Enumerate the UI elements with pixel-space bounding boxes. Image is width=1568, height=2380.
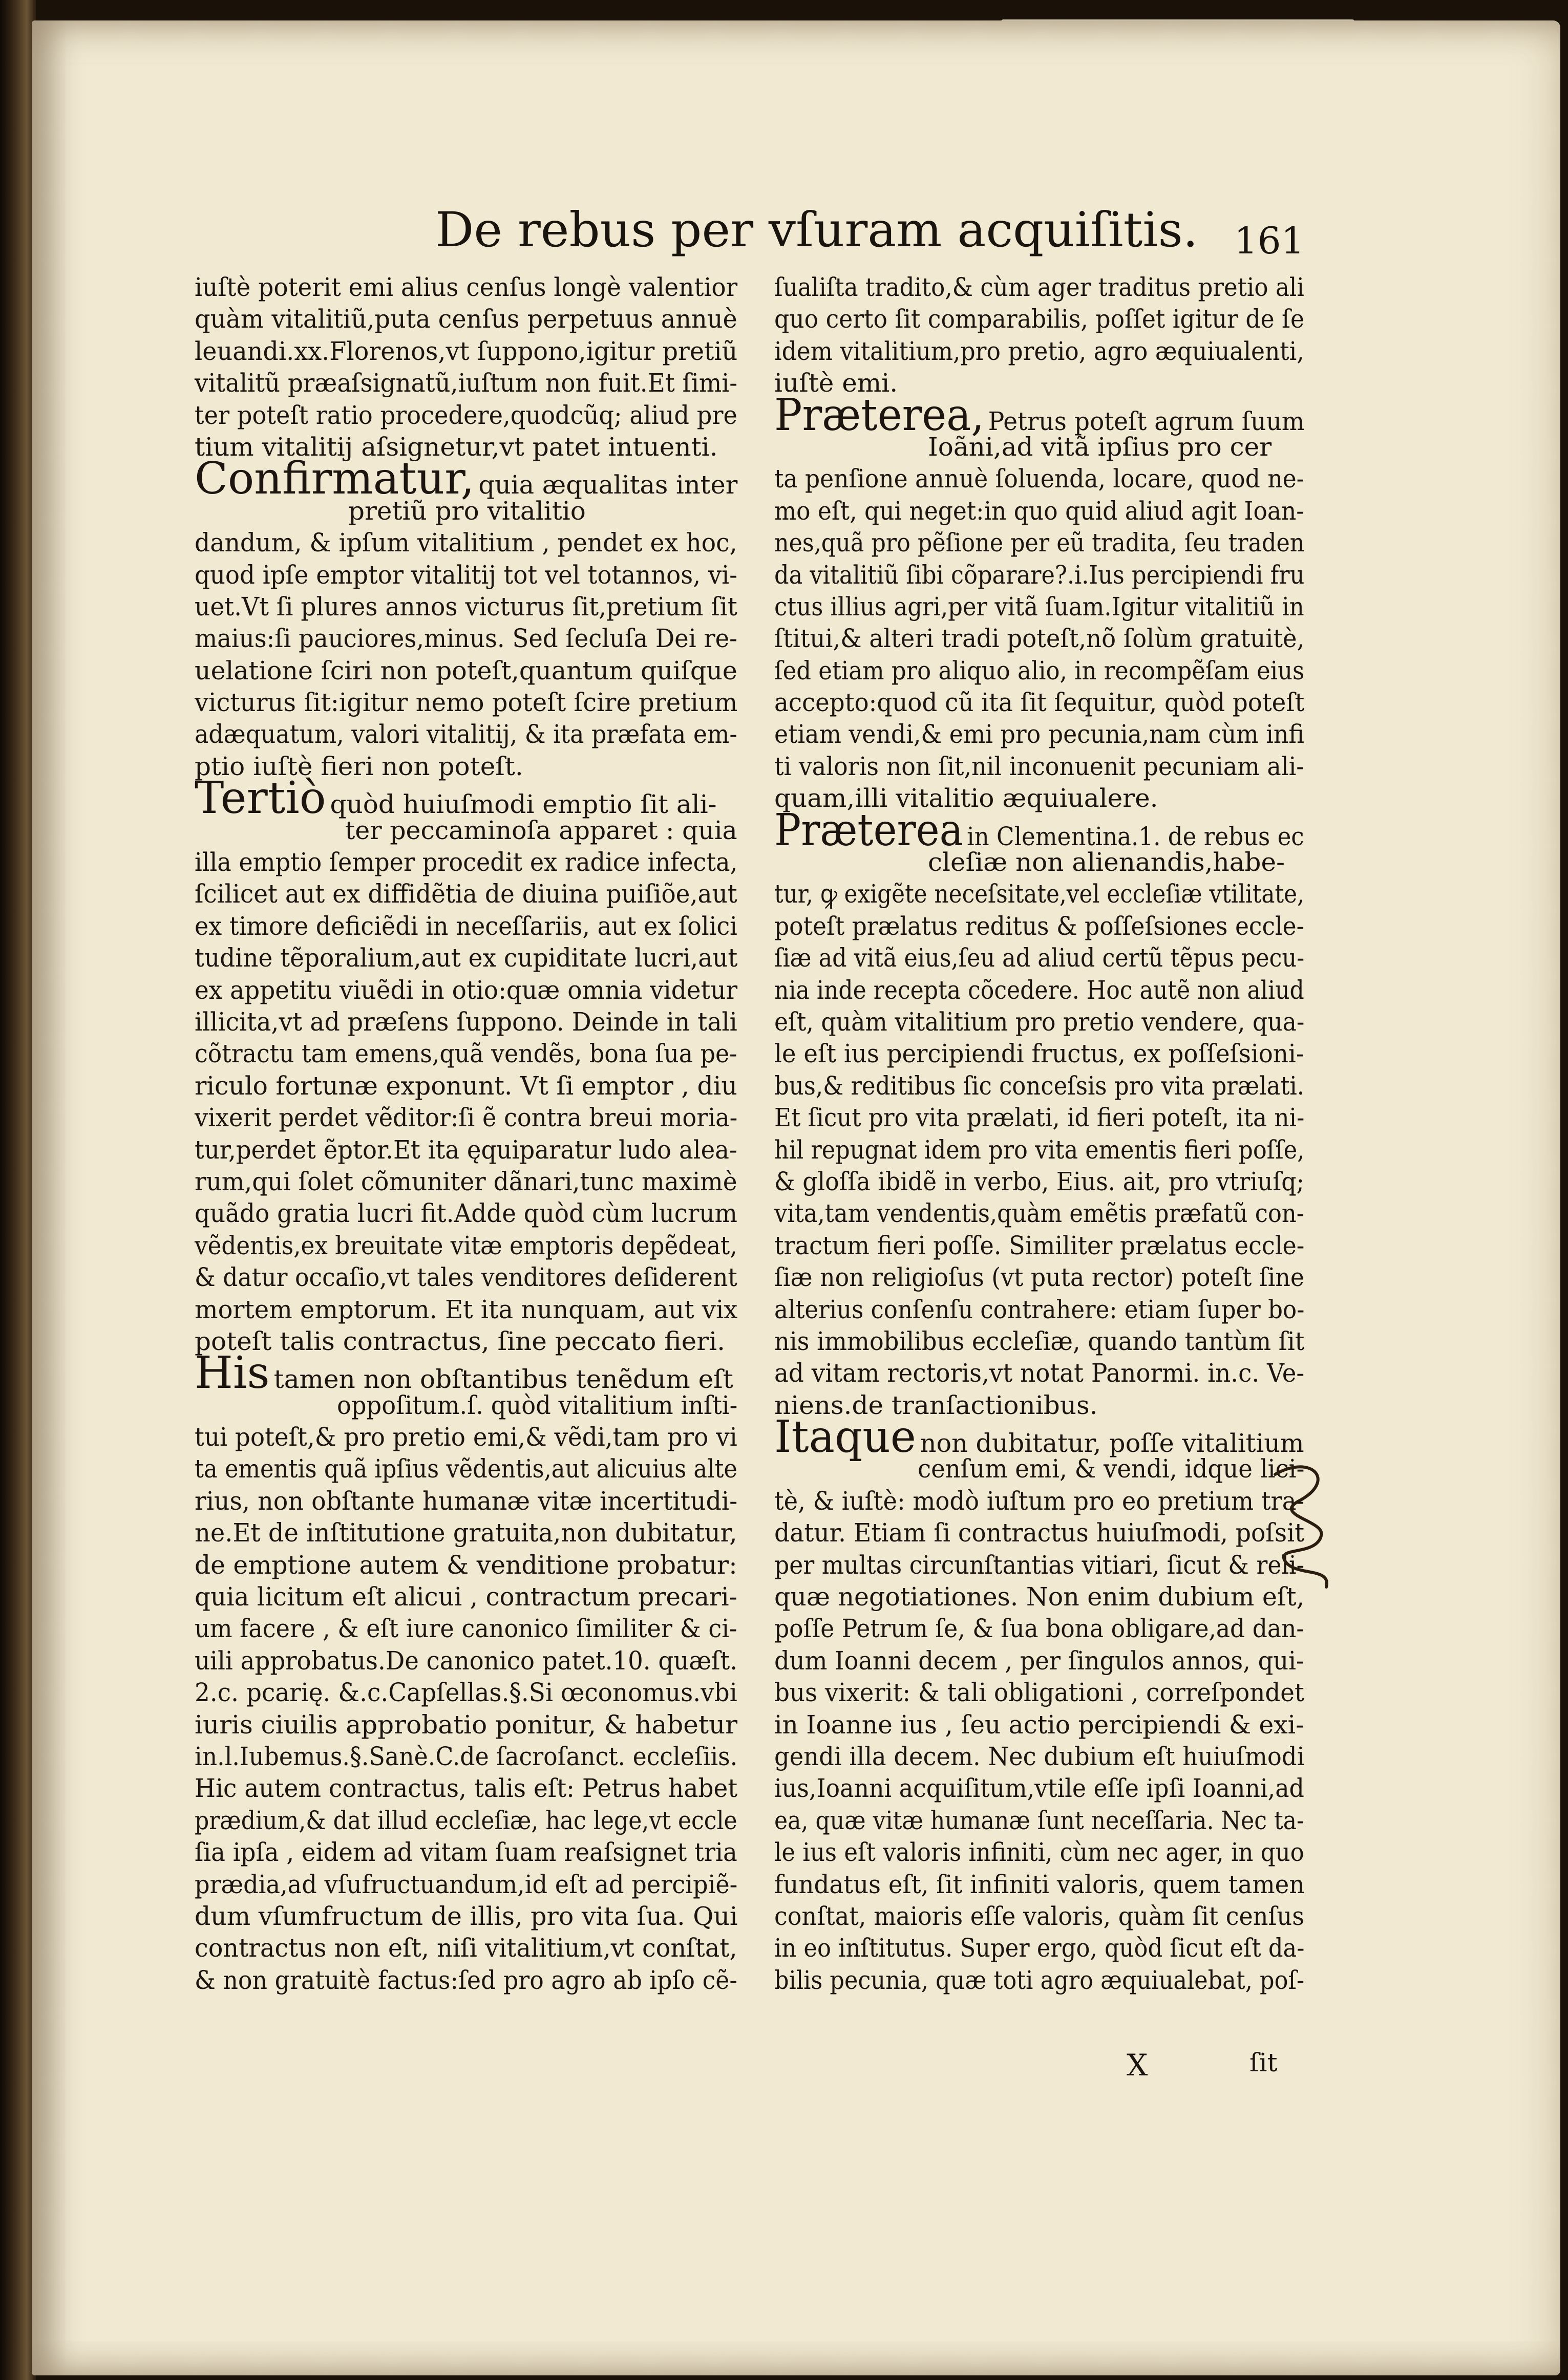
- line-text: Ioãni,ad vitã ipſius pro cer: [928, 432, 1272, 462]
- line-text: ius,Ioanni acquiſitum,vtile eſſe ipſi Ioanni,ad: [774, 1773, 1304, 1804]
- text-line: [195, 718, 737, 750]
- line-text: nis immobilibus eccleſiæ, quando tantùm ſit: [774, 1326, 1305, 1356]
- line-text: quãdo gratia lucri fit.Adde quòd cùm lucrum: [195, 1198, 737, 1229]
- signature-mark: X: [1127, 2048, 1148, 2083]
- line-text: prædium,& dat illud eccleſiæ, hac lege,vt eccle: [195, 1805, 737, 1835]
- line-text: ex timore deficiẽdi in neceſſariis, aut ex ſolici: [195, 911, 737, 941]
- folio-number: 161: [1234, 219, 1305, 262]
- line-text: quam,illi vitalitio æquiualere.: [774, 783, 1158, 813]
- text-line: [774, 1900, 1304, 1932]
- line-text: fundatus eſt, ſit infiniti valoris, quem tamen: [774, 1869, 1305, 1899]
- text-line: [774, 1964, 1305, 1996]
- text-line: [774, 718, 1304, 750]
- line-text: tui poteſt,& pro pretio emi,& vẽdi,tam pro vi: [195, 1422, 737, 1452]
- line-text: nes,quã pro pẽſione per eũ tradita, ſeu traden: [774, 528, 1305, 558]
- text-line: [195, 974, 738, 1006]
- line-text: poteſt prælatus reditus & poſſeſsiones eccle-: [774, 911, 1304, 941]
- text-line: [195, 1230, 737, 1261]
- text-line: [195, 1869, 738, 1900]
- text-line: [774, 751, 1304, 782]
- text-line: [774, 1294, 1305, 1325]
- line-text: in.l.Iubemus.§.Sanè.C.de ſacroſanct. eccleſiis.: [195, 1741, 738, 1771]
- line-text: ſualiſta tradito,& cùm ager traditus pretio ali: [774, 272, 1304, 302]
- text-line: [774, 1197, 1304, 1229]
- line-text: quo certo ſit comparabilis, poſſet igitur de ſe: [774, 304, 1305, 334]
- text-line: [774, 303, 1305, 335]
- text-line: [195, 1581, 738, 1613]
- text-line: [774, 1645, 1304, 1677]
- text-line: [195, 773, 737, 824]
- line-text: iuris ciuilis approbatio ponitur, & habetur: [195, 1709, 738, 1740]
- text-line: [195, 1102, 738, 1133]
- text-line: [774, 1772, 1304, 1804]
- text-line: [774, 463, 1305, 495]
- text-line: [774, 1549, 1305, 1581]
- line-text: conſtat, maioris eſſe valoris, quàm ſit cenſus: [774, 1901, 1304, 1931]
- text-line: [774, 559, 1305, 591]
- line-text: adæquatum, valori vitalitij, & ita præfata em-: [195, 719, 737, 749]
- text-line: [195, 1517, 737, 1549]
- text-line: [195, 399, 737, 431]
- line-text: etiam vendi,& emi pro pecunia,nam cùm infi: [774, 719, 1304, 749]
- text-line: [195, 1166, 737, 1197]
- catchword: ſit: [1249, 2048, 1278, 2077]
- line-text: tur, ꝙ exigẽte neceſsitate,vel eccleſiæ vtilitate,: [774, 879, 1304, 909]
- text-line: [774, 495, 1304, 527]
- line-text: uelatione ſciri non poteſt,quantum quiſque: [195, 655, 737, 685]
- adjacent-page-edge: [0, 0, 36, 2380]
- marginal-flourish: [1265, 1459, 1342, 1592]
- line-text: idem vitalitium,pro pretio, agro æquiualenti,: [774, 336, 1304, 366]
- line-text: ſcilicet aut ex diffidẽtia de diuina puiſiõe,aut: [195, 879, 737, 909]
- line-text: ſtitui,& alteri tradi poteſt,nõ ſolùm gratuitè,: [774, 624, 1305, 654]
- line-text: quia æqualitas inter: [478, 470, 738, 500]
- line-text: iuſtè emi.: [774, 368, 898, 398]
- text-line: [195, 271, 738, 303]
- text-line: [774, 1038, 1304, 1069]
- text-line: [195, 814, 737, 846]
- text-line: [195, 1900, 738, 1932]
- text-line: [774, 1411, 1304, 1463]
- text-line: [195, 1964, 737, 1996]
- line-text: iuſtè poterit emi alius cenſus longè valentior: [195, 272, 738, 302]
- text-line: [774, 1932, 1305, 1964]
- line-text: ne.Et de inſtitutione gratuita,non dubitatur,: [195, 1518, 737, 1548]
- text-line: [774, 1836, 1304, 1868]
- text-line: [774, 1517, 1305, 1549]
- line-text: quòd huiuſmodi emptio ſit ali-: [330, 789, 717, 820]
- text-line: [195, 453, 738, 505]
- line-text: poteſt talis contractus, ſine peccato fieri.: [195, 1326, 725, 1356]
- line-text: uet.Vt ſi plures annos victurus ſit,pretium ſit: [195, 591, 737, 621]
- line-text: maius:ſi pauciores,minus. Sed ſecluſa Dei re-: [195, 624, 737, 654]
- text-line: [195, 1485, 738, 1517]
- line-text: & datur occaſio,vt tales venditores deſiderent: [195, 1262, 737, 1293]
- line-text: poſſe Petrum ſe, & ſua bona obligare,ad dan-: [774, 1614, 1304, 1644]
- text-line: [195, 591, 737, 623]
- text-line: [774, 910, 1304, 942]
- line-text: rius, non obſtante humanæ vitæ incertitudi-: [195, 1486, 738, 1516]
- text-line: [195, 1261, 737, 1293]
- line-text: quæ negotiationes. Non enim dubium eſt,: [774, 1582, 1305, 1612]
- line-text: ptio iuſtè fieri non poteſt.: [195, 751, 523, 781]
- line-text: dum Ioanni decem , per ſingulos annos, qui-: [774, 1645, 1304, 1676]
- line-text: tium vitalitij aſsignetur,vt patet intuenti.: [195, 432, 718, 462]
- line-text: per multas circunſtantias vitiari, ſicut & reli-: [774, 1550, 1305, 1580]
- initial-word: Confirmatur,: [195, 453, 475, 505]
- line-text: ta ementis quã ipſius vẽdentis,aut alicuius alte: [195, 1454, 737, 1484]
- text-line: [774, 1613, 1304, 1644]
- text-line: [195, 942, 738, 974]
- text-line: [195, 878, 737, 910]
- text-line: [774, 1325, 1305, 1357]
- text-line: [195, 687, 738, 718]
- right-column: [774, 271, 1304, 1996]
- initial-word: Præterea,: [774, 389, 985, 441]
- line-text: vẽdentis,ex breuitate vitæ emptoris depẽdeat,: [195, 1230, 737, 1260]
- text-line: [195, 1932, 737, 1964]
- text-line: [774, 1230, 1305, 1261]
- line-text: tudine tẽporalium,aut ex cupiditate lucri,aut: [195, 943, 738, 973]
- line-text: contractus non eſt, niſi vitalitium,vt conſtat,: [195, 1933, 737, 1963]
- text-line: [774, 335, 1304, 367]
- text-line: [774, 527, 1305, 559]
- initial-word: Præterea: [774, 804, 963, 856]
- text-line: [774, 942, 1305, 974]
- line-text: illa emptio ſemper procedit ex radice infecta,: [195, 847, 738, 877]
- text-line: [195, 623, 737, 654]
- line-text: in eo inſtitutus. Super ergo, quòd ſicut eſt da-: [774, 1933, 1305, 1963]
- line-text: dandum, & ipſum vitalitium , pendet ex hoc,: [195, 528, 737, 558]
- text-line: [195, 846, 738, 878]
- text-line: [774, 974, 1304, 1006]
- text-line: [195, 1645, 738, 1677]
- line-text: accepto:quod cũ ita ſit ſequitur, quòd poteſt: [774, 688, 1305, 718]
- line-text: ſiæ ad vitã eius,ſeu ad aliud certũ tẽpus pecu-: [774, 943, 1305, 973]
- text-line: [774, 623, 1305, 654]
- line-text: pretiũ pro vitalitio: [348, 496, 586, 526]
- line-text: oppoſitum.ſ. quòd vitalitium inſti-: [336, 1390, 738, 1420]
- line-text: illicita,vt ad præſens ſuppono. Deinde in tali: [195, 1006, 737, 1037]
- text-line: [195, 1453, 737, 1485]
- text-line: [774, 655, 1305, 687]
- line-text: hil repugnat idem pro vita ementis fieri poſſe,: [774, 1134, 1305, 1165]
- text-line: [774, 687, 1305, 718]
- line-text: cenſum emi, & vendi, idque lici-: [917, 1454, 1305, 1484]
- line-text: non dubitatur, poſſe vitalitium: [920, 1428, 1304, 1459]
- line-text: cleſiæ non alienandis,habe-: [928, 847, 1285, 877]
- text-line: [195, 1709, 737, 1741]
- line-text: ea, quæ vitæ humanæ ſunt neceſſaria. Nec ta-: [774, 1805, 1304, 1835]
- initial-word: His: [195, 1347, 270, 1399]
- text-line: [774, 1869, 1305, 1900]
- line-text: vixerit perdet vẽditor:ſi ẽ contra breui moria-: [195, 1103, 738, 1133]
- line-text: vitalitũ præaſsignatũ,iuſtum non fuit.Et ſimi-: [195, 368, 738, 398]
- text-line: [774, 1357, 1305, 1389]
- line-text: mo eſt, qui neget:in quo quid aliud agit Ioan-: [774, 496, 1304, 526]
- line-text: ti valoris non ſit,nil inconuenit pecuniam ali-: [774, 751, 1304, 781]
- line-text: da vitalitiũ ſibi cõparare?.i.Ius percipiendi fru: [774, 560, 1305, 590]
- initial-word: Itaque: [774, 1411, 916, 1463]
- line-text: ex appetitu viuẽdi in otio:quæ omnia videtur: [195, 975, 738, 1005]
- text-line: [774, 1709, 1304, 1741]
- line-text: de emptione autem & venditione probatur:: [195, 1550, 737, 1580]
- line-text: vita,tam vendentis,quàm emẽtis præfatũ con-: [774, 1198, 1304, 1229]
- line-text: bus,& reditibus ſic conceſsis pro vita prælati.: [774, 1070, 1305, 1101]
- text-line: [195, 1389, 738, 1421]
- text-line: [774, 1006, 1305, 1038]
- line-text: le eſt ius percipiendi fructus, ex poſſeſsioni-: [774, 1039, 1304, 1069]
- line-text: rum,qui ſolet cõmuniter dãnari,tunc maximè: [195, 1166, 737, 1196]
- text-line: [774, 1805, 1304, 1836]
- text-line: [774, 1102, 1305, 1133]
- text-line: [195, 1006, 737, 1038]
- line-text: gendi illa decem. Nec dubium eſt huiuſmodi: [774, 1741, 1305, 1771]
- text-line: [195, 1134, 737, 1166]
- left-column: [195, 271, 737, 1996]
- text-line: [774, 1134, 1305, 1166]
- text-line: [774, 591, 1304, 623]
- line-text: uili approbatus.De canonico patet.10. quæſt.: [195, 1645, 738, 1676]
- text-line: [195, 910, 737, 942]
- line-text: & gloſſa ibidẽ in verbo, Eius. ait, pro vtriuſq;: [774, 1166, 1304, 1196]
- line-text: ctus illius agri,per vitã ſuam.Igitur vitalitiũ in: [774, 591, 1304, 621]
- text-line: [195, 1347, 737, 1399]
- line-text: in Ioanne ius , ſeu actio percipiendi & exi-: [774, 1709, 1304, 1740]
- text-line: [195, 1677, 737, 1708]
- line-text: tamen non obſtantibus tenẽdum eſt: [273, 1364, 733, 1395]
- line-text: riculo fortunæ exponunt. Vt ſi emptor , diu: [195, 1070, 737, 1101]
- line-text: alterius conſenſu contrahere: etiam ſuper bo-: [774, 1294, 1305, 1324]
- text-line: [774, 1677, 1304, 1708]
- text-line: [195, 1197, 737, 1229]
- line-text: 2.c. pcarię. &.c.Capſellas.§.Si œconomus.vbi: [195, 1678, 737, 1708]
- text-line: [774, 389, 1305, 441]
- line-text: dum vſumfructum de illis, pro vita ſua. Qui: [195, 1901, 738, 1931]
- line-text: in Clementina.1. de rebus ec: [967, 821, 1304, 851]
- line-text: quia licitum eſt alicui , contractum precari-: [195, 1582, 738, 1612]
- line-text: ſed etiam pro aliquo alio, in recompẽſam eius: [774, 655, 1305, 685]
- text-line: [195, 1038, 737, 1069]
- text-line: [195, 1805, 737, 1836]
- initial-word: Tertiò: [195, 773, 326, 824]
- running-title: De rebus per vſuram acquiſitis.: [435, 202, 1198, 258]
- line-text: eſt, quàm vitalitium pro pretio vendere, qua-: [774, 1006, 1305, 1037]
- line-text: victurus ſit:igitur nemo poteſt ſcire pretium: [195, 688, 738, 718]
- text-line: [195, 367, 738, 399]
- text-line: [774, 804, 1304, 856]
- text-line: [195, 1741, 738, 1772]
- text-line: [195, 335, 738, 367]
- text-line: [774, 1581, 1305, 1613]
- line-text: mortem emptorum. Et ita nunquam, aut vix: [195, 1294, 738, 1324]
- text-line: [774, 1741, 1305, 1772]
- line-text: tè, & iuſtè: modò iuſtum pro eo pretium tra-: [774, 1486, 1305, 1516]
- line-text: ta penſione annuè ſoluenda, locare, quod ne-: [774, 464, 1305, 494]
- line-text: quod ipſe emptor vitalitij tot vel totannos, vi-: [195, 560, 737, 590]
- line-text: Et ſicut pro vita prælati, id fieri poteſt, ita ni-: [774, 1103, 1305, 1133]
- line-text: ter poteſt ratio procedere,quodcũq; aliud pre: [195, 400, 737, 430]
- text-line: [774, 1261, 1304, 1293]
- line-text: Petrus poteſt agrum ſuum: [988, 406, 1305, 436]
- text-line: [195, 655, 737, 687]
- text-line: [195, 527, 737, 559]
- text-line: [195, 303, 737, 335]
- line-text: & non gratuitè factus:ſed pro agro ab ipſo cẽ-: [195, 1965, 737, 1995]
- text-line: [774, 1485, 1305, 1517]
- line-text: um facere , & eſt iure canonico ſimiliter & ci-: [195, 1614, 737, 1644]
- line-text: datur. Etiam ſi contractus huiuſmodi, poſsit: [774, 1518, 1305, 1548]
- line-text: leuandi.xx.Florenos,vt ſuppono,igitur pretiũ: [195, 336, 738, 366]
- text-line: [195, 1325, 737, 1357]
- line-text: ſiæ non religioſus (vt puta rector) poteſt ſine: [774, 1262, 1304, 1293]
- line-text: quàm vitalitiũ,puta cenſus perpetuus annuè: [195, 304, 737, 334]
- text-line: [195, 1070, 737, 1102]
- text-line: [774, 878, 1304, 910]
- line-text: tur,perdet ẽptor.Et ita ęquiparatur ludo alea-: [195, 1134, 737, 1165]
- line-text: ſia ipſa , eidem ad vitam ſuam reaſsignet tria: [195, 1837, 737, 1868]
- line-text: tractum fieri poſſe. Similiter prælatus eccle-: [774, 1230, 1305, 1260]
- text-line: [774, 1166, 1304, 1197]
- line-text: niens.de tranſactionibus.: [774, 1390, 1098, 1420]
- text-line: [774, 1070, 1305, 1102]
- line-text: bilis pecunia, quæ toti agro æquiualebat, poſ-: [774, 1965, 1305, 1995]
- line-text: ad vitam rectoris,vt notat Panormi. in.c. Ve-: [774, 1358, 1305, 1388]
- text-line: [195, 1772, 738, 1804]
- line-text: le ius eſt valoris infiniti, cùm nec ager, in quo: [774, 1837, 1304, 1868]
- text-line: [195, 1421, 737, 1453]
- line-text: cõtractu tam emens,quã vendẽs, bona ſua pe-: [195, 1039, 737, 1069]
- text-line: [195, 1613, 737, 1644]
- text-line: [195, 1294, 738, 1325]
- text-line: [195, 1549, 737, 1581]
- text-line: [774, 271, 1304, 303]
- line-text: Hic autem contractus, talis eſt: Petrus habet: [195, 1773, 738, 1804]
- line-text: prædia,ad vſufructuandum,id eſt ad percipiẽ-: [195, 1869, 738, 1899]
- text-line: [774, 1453, 1305, 1485]
- line-text: nia inde recepta cõcedere. Hoc autẽ non aliud: [774, 975, 1304, 1005]
- line-text: bus vixerit: & tali obligationi , correſpondet: [774, 1678, 1304, 1708]
- text-line: [195, 559, 737, 591]
- line-text: ter peccaminoſa apparet : quia: [345, 815, 737, 845]
- text-line: [195, 1836, 737, 1868]
